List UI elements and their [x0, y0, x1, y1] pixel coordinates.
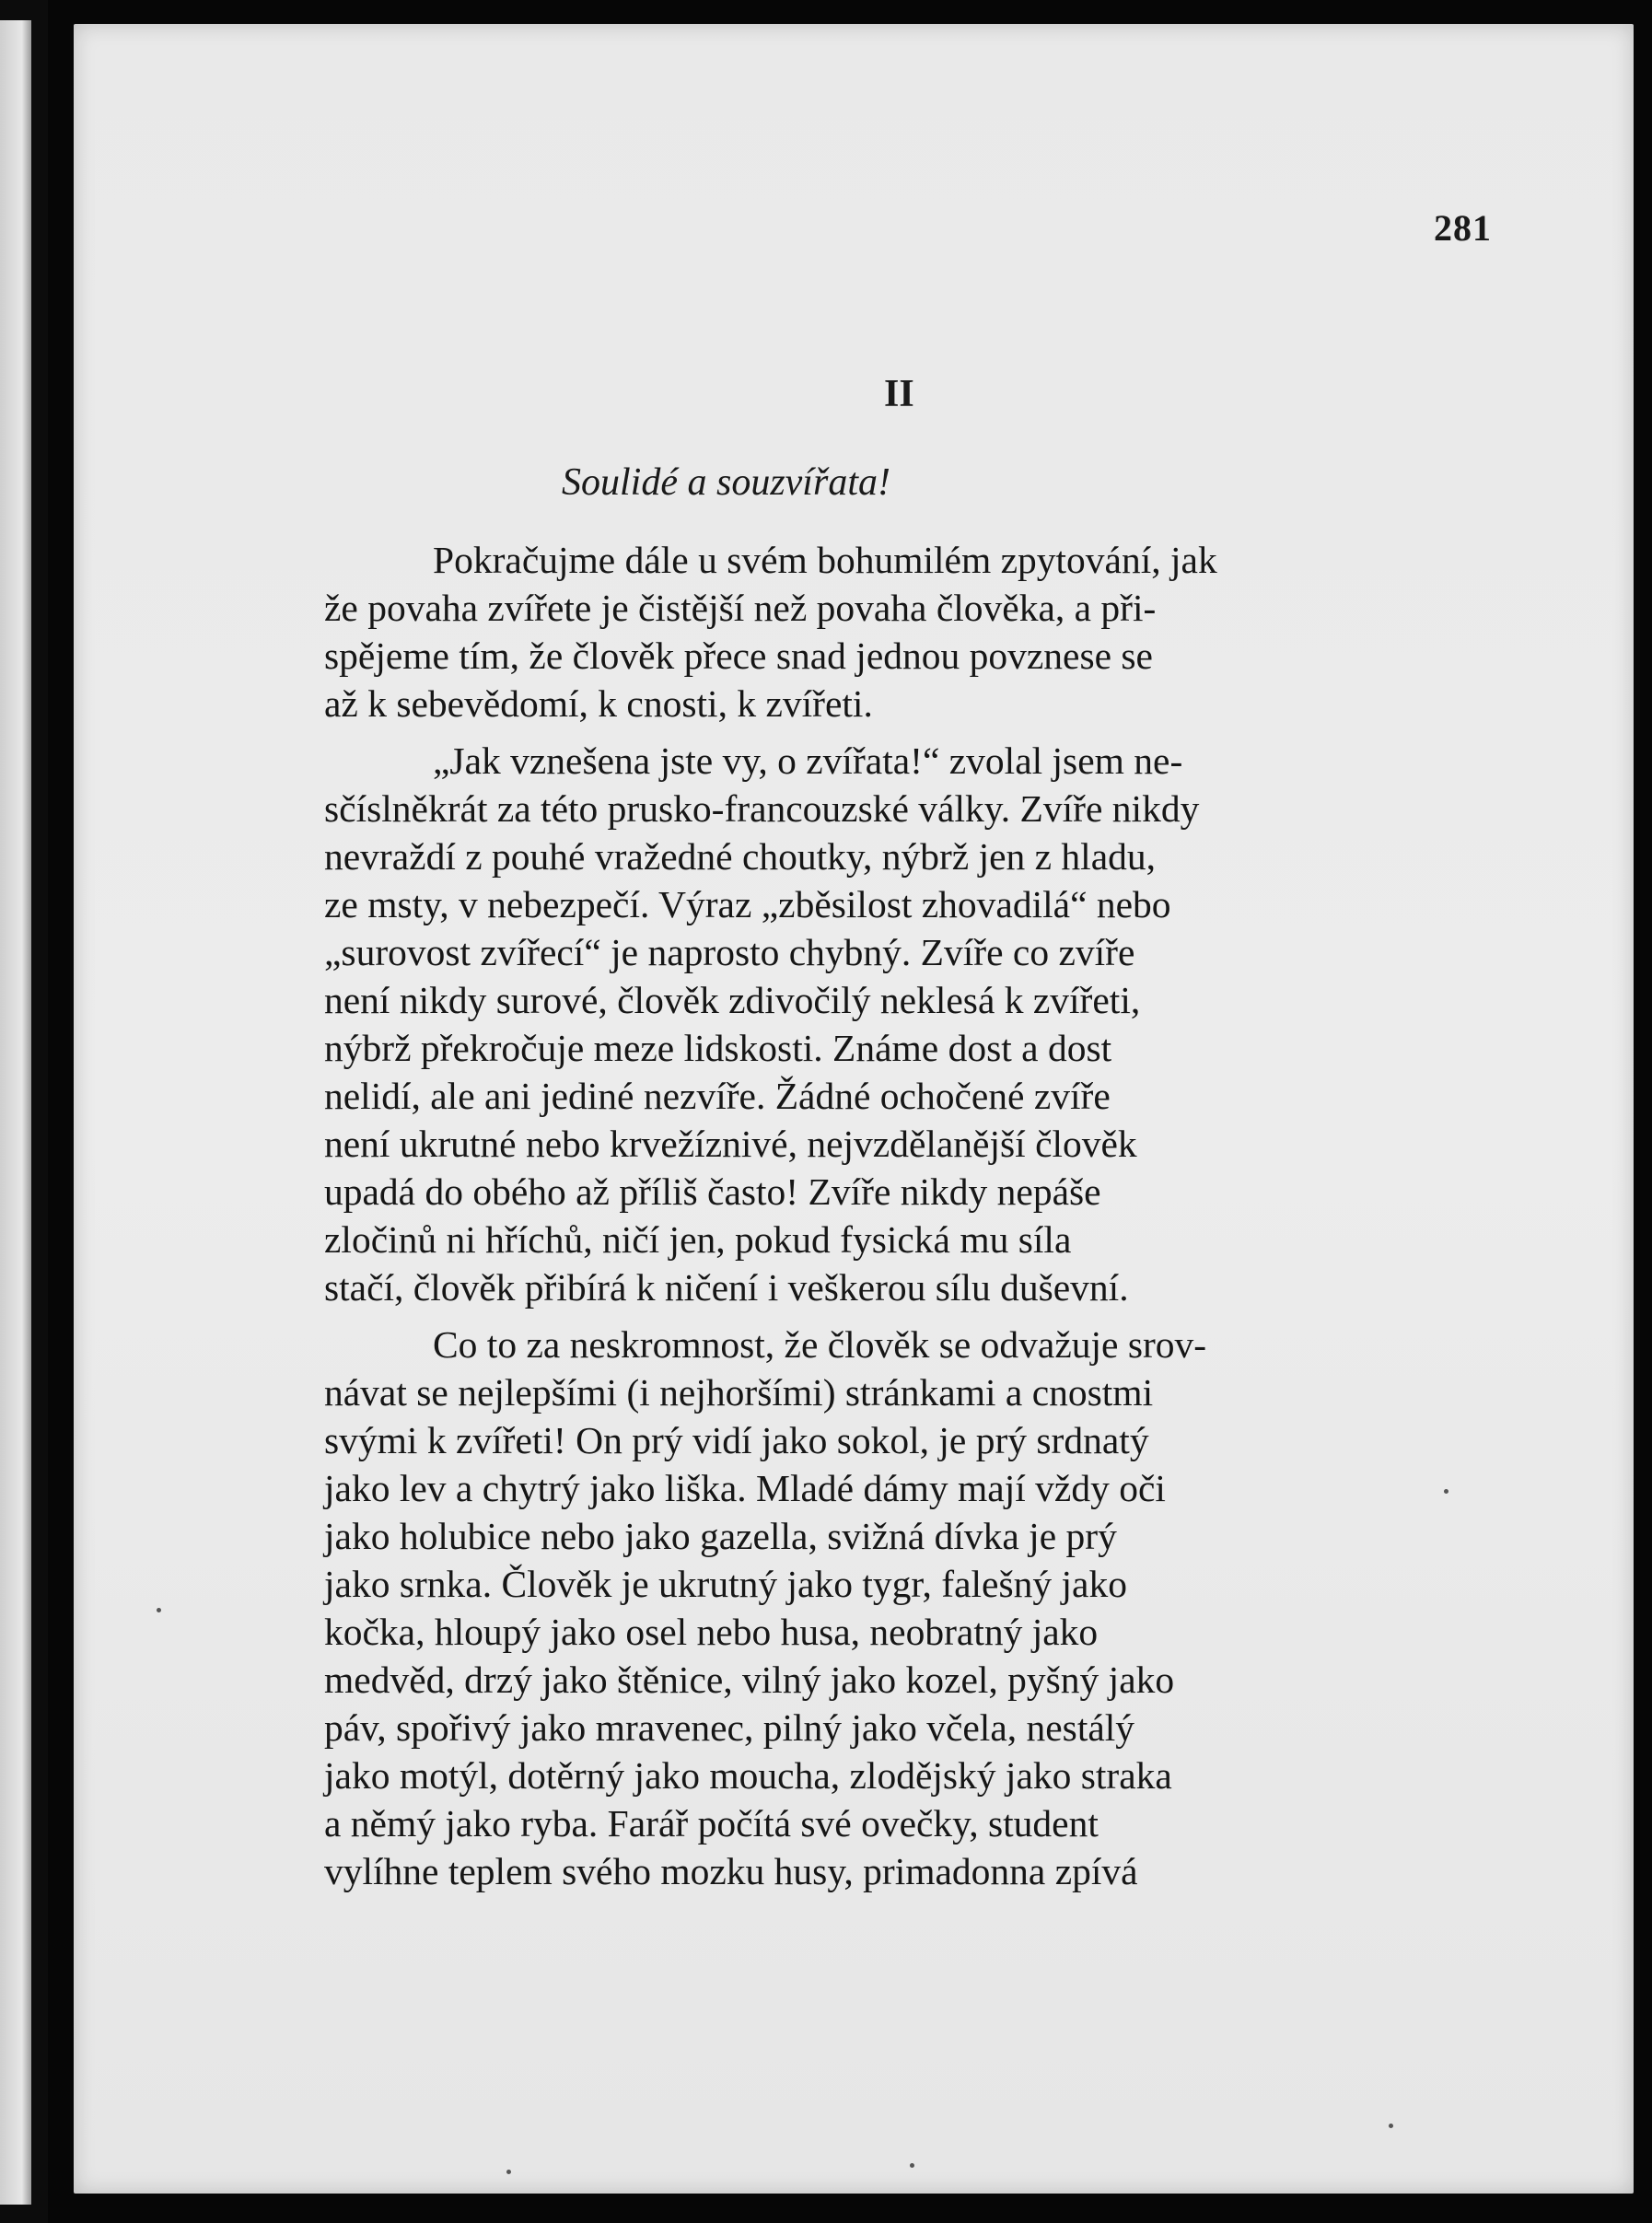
dust-speck [910, 2163, 914, 2168]
dust-speck [1444, 1489, 1448, 1494]
previous-page-edge [0, 20, 31, 2205]
body-text [324, 536, 1486, 1904]
section-number: II [884, 373, 914, 415]
book-page [74, 24, 1634, 2194]
paragraph: Co to za neskromnost, že člověk se odvažuje srov- návat se nejlepšími (i nejhoršími) stránkami a cnostmi svými k zvířeti! On prý vidí jako sokol, je prý srdnatý jako lev a chytrý jako liška. Mladé dámy mají vždy oči jako holubice nebo jako gazella, svižná dívka je prý jako srnka. Člověk je ukrutný jako tygr, falešný jako kočka, hloupý jako osel nebo husa, neobratný jako medvěd, drzý jako štěnice, vilný jako kozel, pyšný jako páv, spořivý jako mravenec, pilný jako včela, nestálý jako motýl, dotěrný jako moucha, zlodějský jako straka a němý jako ryba. Farář počítá své ovečky, student vylíhne teplem svého mozku husy, primadonna zpívá [324, 1323, 1207, 1892]
section-title: Soulidé a souzvířata! [562, 461, 890, 504]
paragraph: „Jak vznešena jste vy, o zvířata!“ zvolal jsem ne- sčíslněkrát za této prusko-francouzské války. Zvíře nikdy nevraždí z pouhé vražedné choutky, nýbrž jen z hladu, ze msty, v nebezpečí. Výraz „zběsilost zhovadilá“ nebo „surovost zvířecí“ je naprosto chybný. Zvíře co zvíře není nikdy surové, člověk zdivočilý neklesá k zvířeti, nýbrž překročuje meze lidskosti. Známe dost a dost nelidí, ale ani jediné nezvíře. Žádné ochočené zvíře není ukrutné nebo krvežíznivé, nejvzdělanější člověk upadá do obého až příliš často! Zvíře nikdy nepáše zločinů ni hříchů, ničí jen, pokud fysická mu síla stačí, člověk přibírá k ničení i veškerou sílu duševní. [324, 739, 1200, 1309]
page-number: 281 [1434, 207, 1492, 249]
dust-speck [506, 2170, 511, 2174]
dust-speck [1389, 2124, 1393, 2128]
paragraph: Pokračujme dále u svém bohumilém zpytování, jak že povaha zvířete je čistější než povaha člověka, a při- spějeme tím, že člověk přece snad jednou povznese se až k sebevědomí, k cnosti, k zvířeti. [324, 539, 1217, 725]
dust-speck [157, 1608, 161, 1612]
